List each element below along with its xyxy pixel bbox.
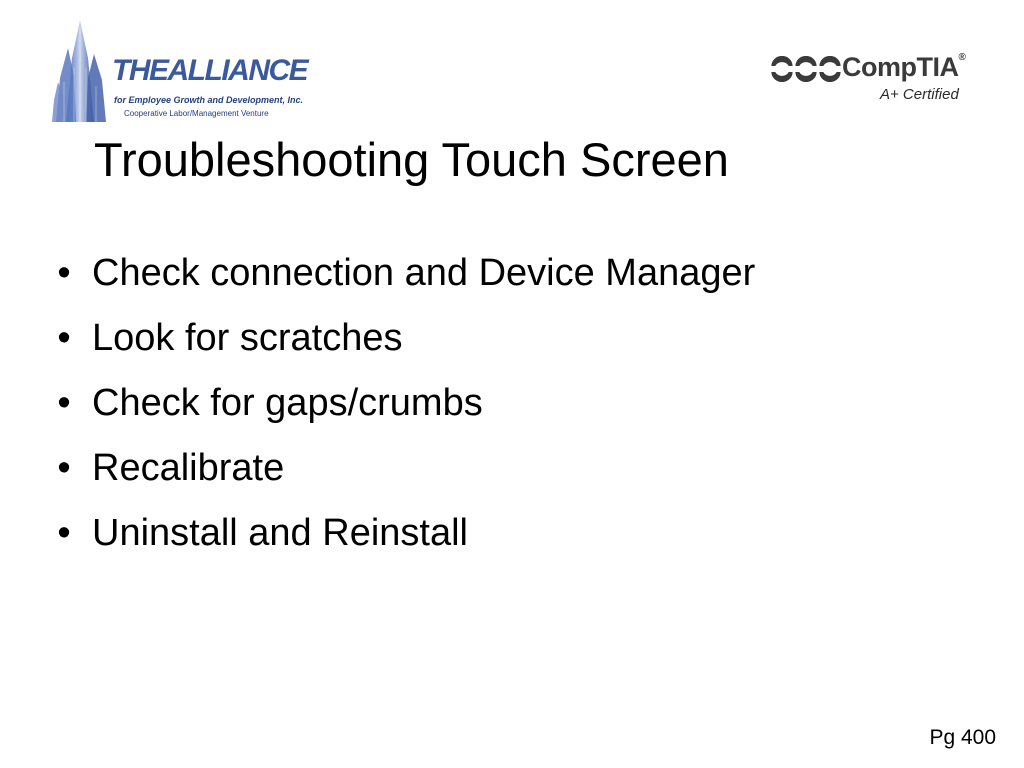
bullet-dot-icon: • [57, 317, 71, 359]
bullet-item [54, 241, 755, 306]
bullet-dot-icon: • [57, 382, 71, 424]
bullet-list [54, 241, 755, 566]
bullet-text: Check for gaps/crumbs [92, 382, 483, 424]
comptia-circles-icon [770, 56, 842, 82]
comptia-certification: A+ Certified [880, 86, 959, 103]
bullet-text: Uninstall and Reinstall [92, 512, 468, 554]
bullet-item [54, 501, 755, 566]
page-number: Pg 400 [929, 726, 996, 749]
bullet-dot-icon: • [57, 447, 71, 489]
slide-title: Troubleshooting Touch Screen [94, 133, 729, 186]
comptia-logo [770, 44, 982, 114]
bullet-dot-icon: • [57, 252, 71, 294]
alliance-tagline: for Employee Growth and Development, Inc. [114, 95, 304, 105]
comptia-name: CompTIA® [842, 52, 966, 82]
alliance-logo [50, 18, 310, 128]
bullet-text: Look for scratches [92, 317, 403, 359]
bullet-text: Recalibrate [92, 447, 285, 489]
bullet-text: Check connection and Device Manager [92, 252, 756, 294]
bullet-dot-icon: • [57, 512, 71, 554]
alliance-subline: Cooperative Labor/Management Venture [124, 109, 269, 118]
bullet-item [54, 436, 755, 501]
alliance-brand-text: THEALLIANCE [112, 54, 308, 87]
bullet-item [54, 306, 755, 371]
tower-icon [50, 18, 110, 126]
bullet-item [54, 371, 755, 436]
